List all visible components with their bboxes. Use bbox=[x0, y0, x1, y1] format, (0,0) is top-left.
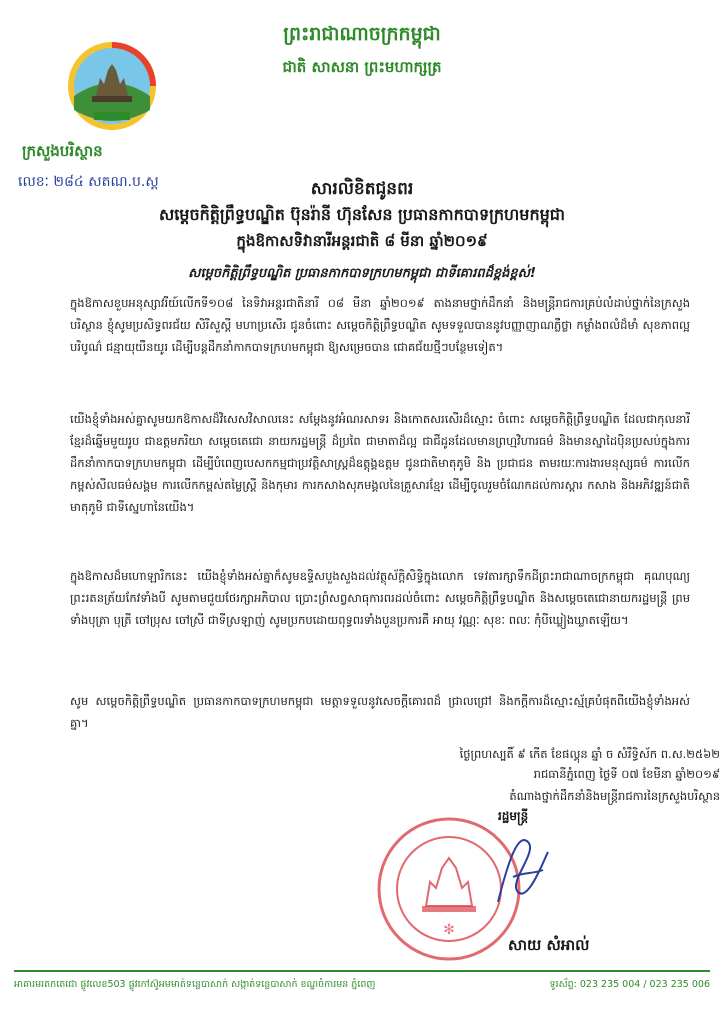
footer-address: អាគារមរតកតេជោ ផ្លូវលេខ503 ផ្លូវកៅស៊ូអមមាត់ទន្លេបាសាក់ សង្កាត់ទន្លេបាសាក់ ខណ្ឌចំការមន ភ្នំពេញ bbox=[14, 979, 376, 990]
occasion-line: ក្នុងឱកាសទិវានារីអន្តរជាតិ ៨ មីនា ឆ្នាំ២០១៩ bbox=[236, 232, 488, 250]
reference-number: លេខៈ ២៨៤ សតណ.ប.ស្ត bbox=[18, 174, 159, 190]
letter-title: សារលិខិតជូនពរ bbox=[310, 179, 414, 199]
body-paragraph-3: ក្នុងឱកាសដ៏មហោឡារិកនេះ យើងខ្ញុំទាំងអស់គ្នាក៏សូមឧទ្ទិសបួងសួងដល់វត្ថុស័ក្តិសិទ្ធិក្នុងលោក ទេវតារក្សាទឹកដីព្រះរាជាណាចក្រកម្ពុជា គុណបុណ្យព្រះរតនត្រ័យកែវទាំងបី សូមតាមជួយថែរក្សាអភិបាល ប្រោះព្រំសព្វសាធុការពរដល់ចំពោះ សម្តេចកិត្តិព្រឹទ្ធបណ្ឌិត និងសម្តេចតេជោនាយករដ្ឋមន្ត្រី ព្រមទាំងបុត្រា បុត្រី ចៅប្រុស ចៅស្រី ជាទីស្រឡាញ់ សូមប្រកបដោយពុទ្ធពរទាំងបួនប្រការគឺ អាយុ វណ្ណៈ សុខៈ ពលៈ កុំបីឃ្លៀងឃ្លាតឡើយ។ bbox=[70, 569, 690, 627]
salutation: សម្តេចកិត្តិព្រឹទ្ធបណ្ឌិត ប្រធានកាកបាទក្រហមកម្ពុជា ជាទីគោរពដ៏ខ្ពង់ខ្ពស់! bbox=[188, 266, 536, 281]
on-behalf-line: តំណាងថ្នាក់ដឹកនាំនិងមន្ត្រីរាជការនៃក្រសួងបរិស្ថាន bbox=[509, 789, 720, 803]
lunar-date: ថ្ងៃព្រហស្បតិ៍ ៩ កើត ខែផល្គុន ឆ្នាំ ច សំរឹទ្ធិស័ក ព.ស.២៥៦២ bbox=[459, 747, 720, 761]
ministry-name: ក្រសួងបរិស្ថាន bbox=[22, 142, 103, 160]
svg-text:✻: ✻ bbox=[443, 922, 455, 938]
recipient-line: សម្តេចកិត្តិព្រឹទ្ធបណ្ឌិត ប៊ុនរ៉ានី ហ៊ុនសែន ប្រធានកាកបាទក្រហមកម្ពុជា bbox=[158, 205, 565, 224]
body-paragraph-1: ក្នុងឱកាសខួបអនុស្សាវរីយ៍លើកទី១០៨ នៃទិវាអន្តរជាតិនារី ០៨ មីនា ឆ្នាំ២០១៩ តាងនាមថ្នាក់ដឹកនាំ និងមន្ត្រីរាជការគ្រប់លំដាប់ថ្នាក់នៃក្រសួងបរិស្ថាន ខ្ញុំសូមប្រសិទ្ធពរជ័យ សិរីសួស្តី មហាប្រសើរ ជូនចំពោះ សម្តេចកិត្តិព្រឹទ្ធបណ្ឌិត សូមទទួលបាននូវបញ្ញាញាណភ្លឺថ្លា កម្លាំងពលំដ៏មាំ សុខភាពល្អបរិបូណ៌ ជន្មាយុយឺនយូរ ដើម្បីបន្តដឹកនាំកាកបាទក្រហមកម្ពុជា ឱ្យសម្រេចបាន ជោគជ័យថ្មីៗបន្ថែមទៀត។ bbox=[70, 296, 690, 354]
body-paragraph-4: សូម សម្តេចកិត្តិព្រឹទ្ធបណ្ឌិត ប្រធានកាកបាទក្រហមកម្ពុជា មេត្តាទទួលនូវសេចក្តីគោរពដ៏ ជ្រាលជ្រៅ និងកក្តីការដ៏ស្មោះស្ម័គ្របំផុតពីយើងខ្ញុំទាំងអស់គ្នា។ bbox=[70, 694, 690, 730]
footer bbox=[14, 978, 710, 992]
handwritten-signature-icon bbox=[488, 822, 558, 912]
ministry-logo-icon bbox=[66, 40, 158, 150]
signatory-name: សាយ សំអាល់ bbox=[508, 936, 590, 954]
solar-date: រាជធានីភ្នំពេញ ថ្ងៃទី ០៧ ខែមីនា ឆ្នាំ២០១៩ bbox=[533, 767, 720, 781]
footer-divider bbox=[14, 970, 710, 972]
national-motto: ជាតិ សាសនា ព្រះមហាក្សត្រ bbox=[282, 58, 442, 76]
footer-phone: ទូរស័ព្ទ: 023 235 004 / 023 235 006 bbox=[549, 979, 710, 990]
body-paragraph-2: យើងខ្ញុំទាំងអស់គ្នាសូមយកឱកាសដ៏វិសេសវិសាលនេះ សម្តែងនូវអំណរសាទរ និងកោតសរសើរដ៏ស្មោះ ចំពោះ សម្តេចកិត្តិព្រឹទ្ធបណ្ឌិត ដែលជាកុលនារីខ្មែរដ៏ឆ្នើមមួយរូប ជាឧត្តមភរិយា សម្តេចតេជោ នាយករដ្ឋមន្ត្រី ដ៏ប្រពៃ ជាមាតាដ៏ល្អ ជាជីដូនដែលមានព្រហ្មវិហារធម៌ និងមានស្នាដៃប៉ិនប្រសប់ក្នុងការ ដឹកនាំកាកបាទក្រហមកម្ពុជា ដើម្បីបំពេញបេសកកម្មជាប្រវត្តិសាស្ត្រដ៏ឧត្តុង្គឧត្តម ជូនជាតិមាតុភូមិ និង ប្រជាជន តាមរយៈការងារមនុស្សធម៌ ការលើកកម្ពស់សីលធម៌សង្គម ការលើកកម្ពស់តម្លៃស្ត្រី និងកុមារ ការកសាងសុភមង្គលនៃគ្រួសារខ្មែរ ដើម្បីចូលរួមចំណែកដល់ការស្តារ កសាង និងអភិវឌ្ឍន៍ជាតិមាតុភូមិ ជាទីស្នេហានៃយើង។ bbox=[70, 412, 690, 514]
kingdom-heading: ព្រះរាជាណាចក្រកម្ពុជា bbox=[283, 23, 441, 45]
signatory-role: រដ្ឋមន្ត្រី bbox=[498, 809, 529, 823]
